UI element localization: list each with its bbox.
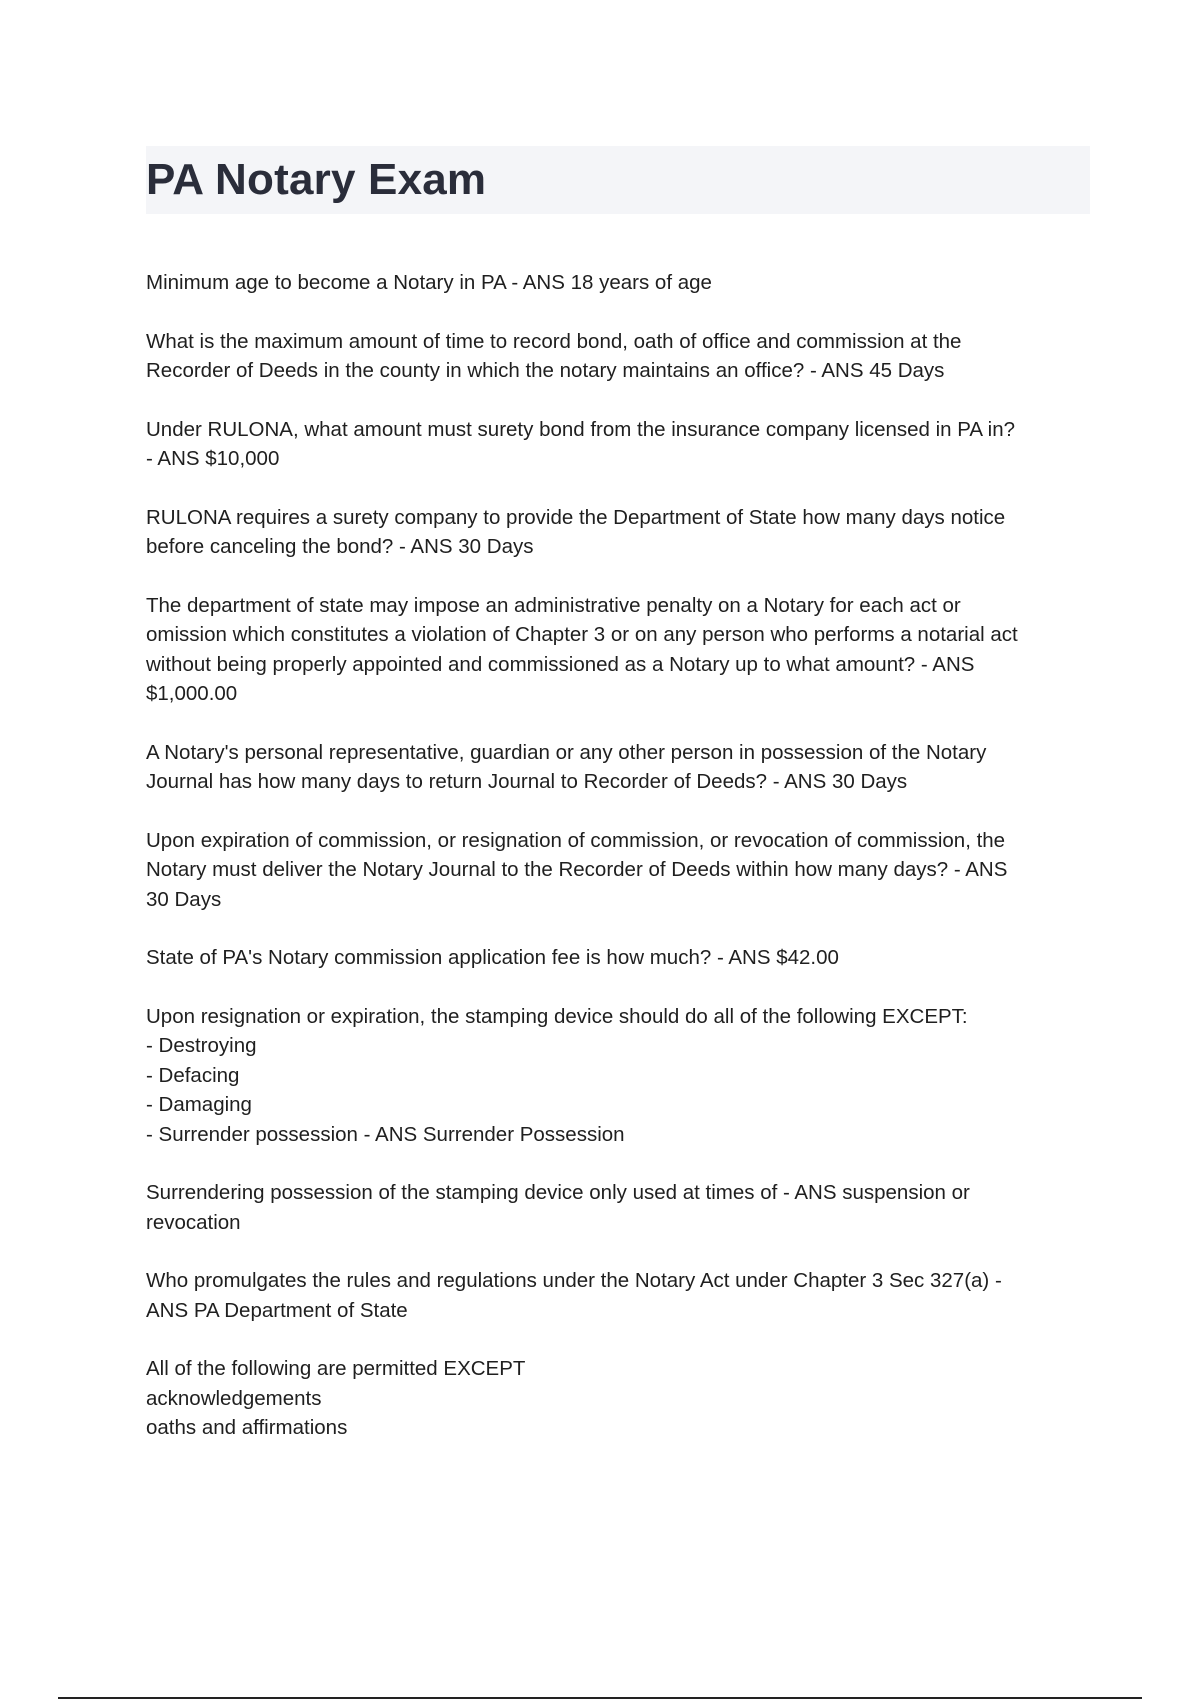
qa-entry bbox=[146, 1354, 1090, 1443]
qa-line: - Defacing bbox=[146, 1063, 240, 1087]
qa-entry bbox=[146, 943, 1090, 973]
qa-line: Who promulgates the rules and regulations under the Notary Act under Chapter 3 Sec 327(a) - bbox=[146, 1269, 1002, 1292]
qa-entry bbox=[146, 738, 1090, 797]
qa-line: 30 Days bbox=[146, 887, 222, 911]
qa-entry bbox=[146, 1178, 1090, 1237]
qa-line: omission which constitutes a violation of Chapter 3 or on any person who performs a notarial act bbox=[146, 623, 1018, 646]
title-banner bbox=[146, 146, 1090, 214]
qa-line: Notary must deliver the Notary Journal to the Recorder of Deeds within how many days? - ANS bbox=[146, 858, 1008, 881]
qa-line: Upon expiration of commission, or resignation of commission, or revocation of commission, the bbox=[146, 828, 1006, 852]
qa-line: A Notary's personal representative, guardian or any other person in possession of the Notary bbox=[146, 740, 987, 764]
qa-line: - ANS $10,000 bbox=[146, 447, 280, 470]
qa-entry bbox=[146, 1266, 1090, 1325]
qa-line: acknowledgements bbox=[146, 1386, 322, 1410]
qa-line: All of the following are permitted EXCEPT bbox=[146, 1357, 526, 1380]
qa-line: before canceling the bond? - ANS 30 Days bbox=[146, 535, 534, 558]
qa-line: $1,000.00 bbox=[146, 682, 238, 705]
qa-line: - Damaging bbox=[146, 1093, 252, 1116]
qa-line: oaths and affirmations bbox=[146, 1416, 348, 1439]
qa-entry bbox=[146, 268, 1090, 298]
qa-line: revocation bbox=[146, 1210, 241, 1234]
qa-line: Journal has how many days to return Journal to Recorder of Deeds? - ANS 30 Days bbox=[146, 770, 908, 793]
qa-line: without being properly appointed and commissioned as a Notary up to what amount? - ANS bbox=[146, 652, 975, 676]
qa-line: Surrendering possession of the stamping device only used at times of - ANS suspension or bbox=[146, 1181, 970, 1204]
qa-line: RULONA requires a surety company to provide the Department of State how many days notice bbox=[146, 505, 1006, 529]
qa-line: Minimum age to become a Notary in PA - ANS 18 years of age bbox=[146, 271, 712, 294]
qa-entry bbox=[146, 826, 1090, 915]
qa-line: Recorder of Deeds in the county in which the notary maintains an office? - ANS 45 Days bbox=[146, 359, 945, 382]
qa-entry bbox=[146, 503, 1090, 562]
qa-line: Under RULONA, what amount must surety bond from the insurance company licensed in PA in? bbox=[146, 417, 1016, 441]
qa-line: ANS PA Department of State bbox=[146, 1298, 408, 1322]
qa-line: - Surrender possession - ANS Surrender Possession bbox=[146, 1122, 625, 1146]
qa-entry bbox=[146, 1002, 1090, 1150]
qa-line: State of PA's Notary commission application fee is how much? - ANS $42.00 bbox=[146, 946, 839, 969]
page-title: PA Notary Exam bbox=[146, 155, 487, 204]
qa-line: What is the maximum amount of time to record bond, oath of office and commission at the bbox=[146, 329, 962, 353]
qa-line: Upon resignation or expiration, the stamping device should do all of the following EXCEPT: bbox=[146, 1004, 968, 1028]
qa-entry bbox=[146, 415, 1090, 474]
qa-entry bbox=[146, 327, 1090, 386]
page-bottom-divider bbox=[58, 1697, 1142, 1699]
qa-list bbox=[146, 268, 1090, 1472]
qa-entry bbox=[146, 591, 1090, 709]
qa-line: - Destroying bbox=[146, 1034, 257, 1057]
qa-line: The department of state may impose an administrative penalty on a Notary for each act or bbox=[146, 593, 961, 617]
